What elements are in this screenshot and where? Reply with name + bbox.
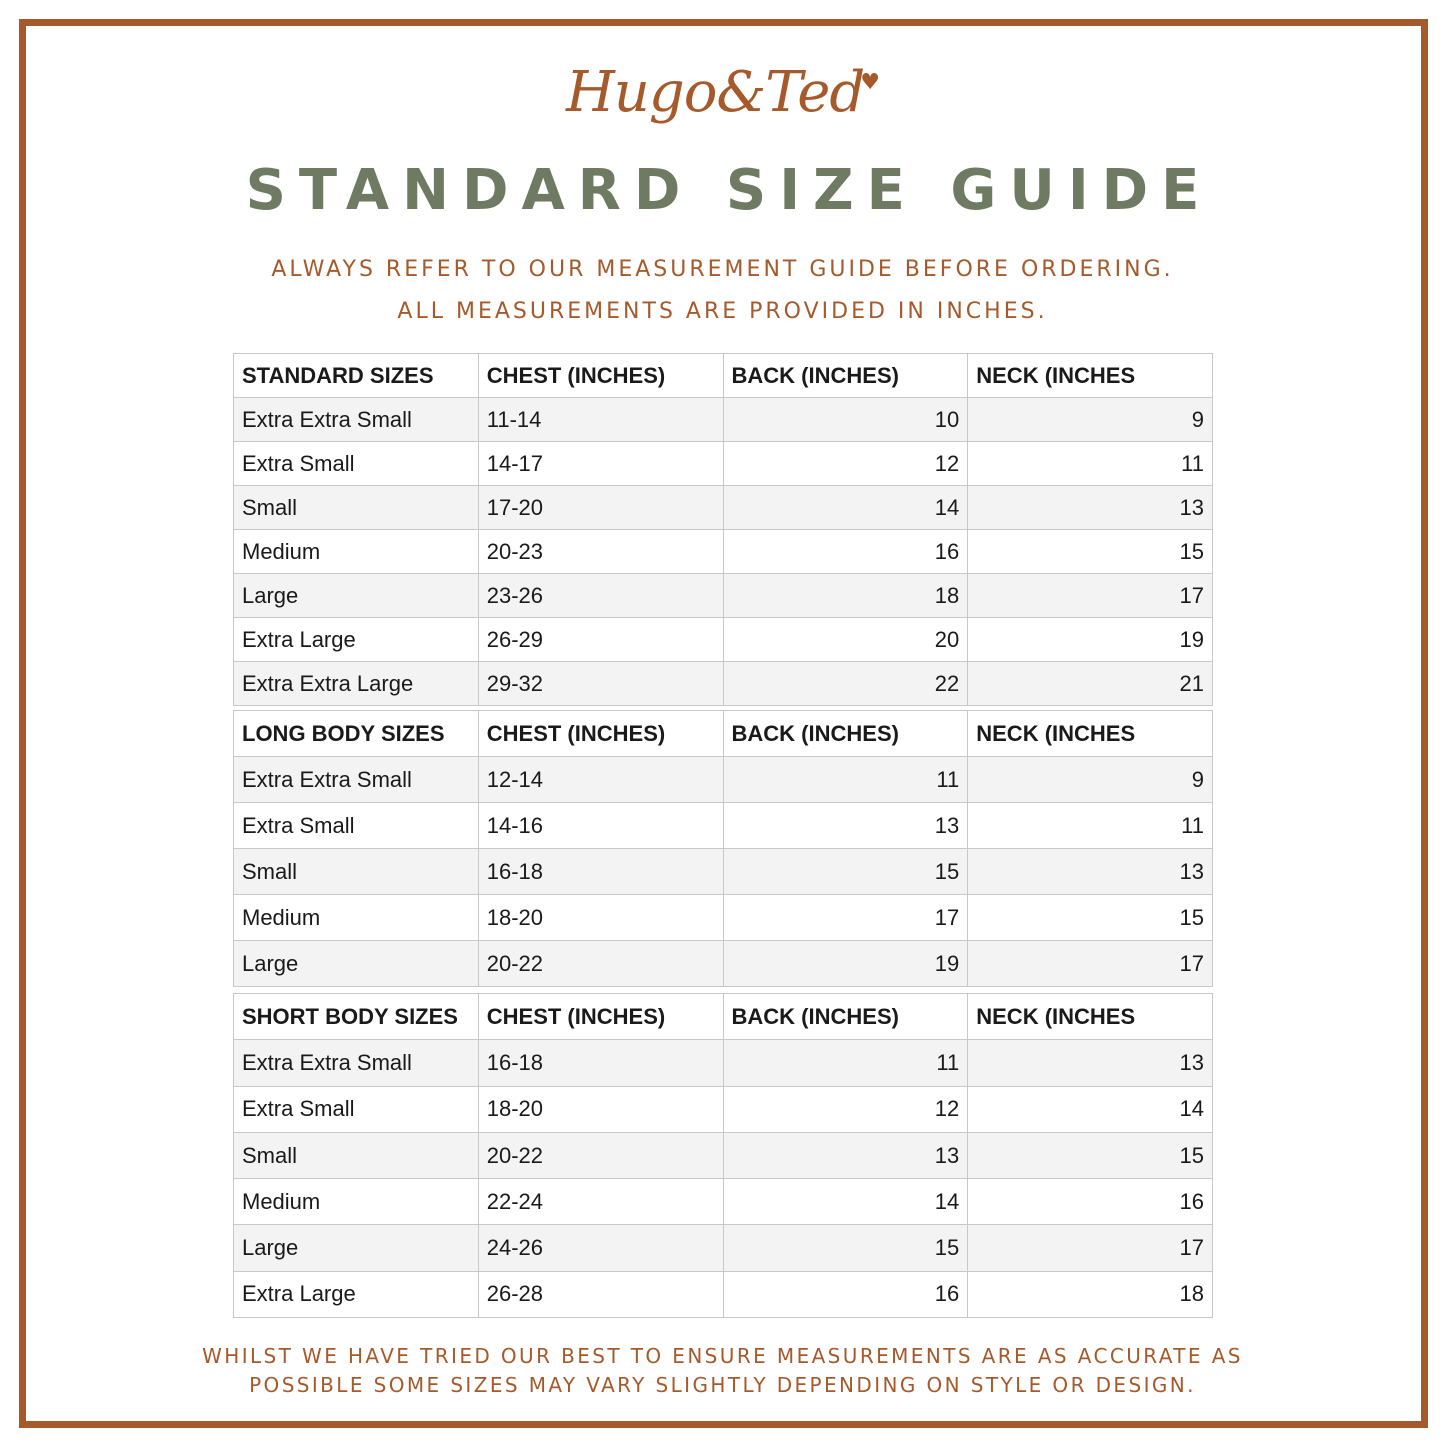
neck-cell: 21 xyxy=(968,662,1213,706)
back-cell: 15 xyxy=(723,1225,968,1271)
size-cell: Large xyxy=(234,941,479,987)
standard-sizes-table xyxy=(233,353,1213,706)
table-header-row xyxy=(234,711,1213,757)
header-cell: NECK (INCHES xyxy=(968,994,1213,1040)
table-row xyxy=(234,618,1213,662)
size-cell: Extra Large xyxy=(234,618,479,662)
chest-cell: 20-23 xyxy=(478,530,723,574)
disclaimer-line-1: WHILST WE HAVE TRIED OUR BEST TO ENSURE MEASUREMENTS ARE AS ACCURATE AS xyxy=(202,1344,1243,1368)
size-cell: Medium xyxy=(234,895,479,941)
table-row xyxy=(234,1040,1213,1086)
back-cell: 20 xyxy=(723,618,968,662)
header-cell: BACK (INCHES) xyxy=(723,994,968,1040)
neck-cell: 11 xyxy=(968,803,1213,849)
table-row xyxy=(234,849,1213,895)
neck-cell: 13 xyxy=(968,486,1213,530)
size-cell: Medium xyxy=(234,530,479,574)
table-row xyxy=(234,803,1213,849)
table-row xyxy=(234,1086,1213,1132)
back-cell: 13 xyxy=(723,1132,968,1178)
neck-cell: 11 xyxy=(968,442,1213,486)
header-cell: CHEST (INCHES) xyxy=(478,994,723,1040)
size-cell: Large xyxy=(234,1225,479,1271)
back-cell: 15 xyxy=(723,849,968,895)
neck-cell: 15 xyxy=(968,895,1213,941)
table-row xyxy=(234,757,1213,803)
back-cell: 17 xyxy=(723,895,968,941)
size-cell: Extra Small xyxy=(234,803,479,849)
size-cell: Medium xyxy=(234,1179,479,1225)
table-row xyxy=(234,1271,1213,1317)
header-cell: SHORT BODY SIZES xyxy=(234,994,479,1040)
neck-cell: 17 xyxy=(968,941,1213,987)
back-cell: 16 xyxy=(723,1271,968,1317)
chest-cell: 18-20 xyxy=(478,895,723,941)
neck-cell: 13 xyxy=(968,849,1213,895)
back-cell: 11 xyxy=(723,757,968,803)
table-row xyxy=(234,442,1213,486)
back-cell: 11 xyxy=(723,1040,968,1086)
neck-cell: 13 xyxy=(968,1040,1213,1086)
long-body-sizes-table xyxy=(233,710,1213,987)
short-body-sizes-table xyxy=(233,993,1213,1318)
table-row xyxy=(234,895,1213,941)
neck-cell: 18 xyxy=(968,1271,1213,1317)
header-cell: STANDARD SIZES xyxy=(234,354,479,398)
chest-cell: 12-14 xyxy=(478,757,723,803)
back-cell: 14 xyxy=(723,1179,968,1225)
table-row xyxy=(234,1225,1213,1271)
heart-icon: ♥ xyxy=(860,70,880,95)
chest-cell: 16-18 xyxy=(478,849,723,895)
brand-logo xyxy=(0,60,1445,125)
size-cell: Extra Extra Small xyxy=(234,757,479,803)
header-cell: BACK (INCHES) xyxy=(723,354,968,398)
neck-cell: 17 xyxy=(968,574,1213,618)
size-cell: Extra Small xyxy=(234,442,479,486)
table-row xyxy=(234,941,1213,987)
disclaimer-line-2: POSSIBLE SOME SIZES MAY VARY SLIGHTLY DEPENDING ON STYLE OR DESIGN. xyxy=(249,1373,1196,1397)
chest-cell: 17-20 xyxy=(478,486,723,530)
header-cell: NECK (INCHES xyxy=(968,354,1213,398)
back-cell: 13 xyxy=(723,803,968,849)
table-header-row xyxy=(234,994,1213,1040)
subtitle-line-1: ALWAYS REFER TO OUR MEASUREMENT GUIDE BEFORE ORDERING. xyxy=(271,257,1174,282)
standard-sizes-table-wrapper xyxy=(233,353,1213,706)
neck-cell: 15 xyxy=(968,1132,1213,1178)
size-cell: Small xyxy=(234,849,479,895)
back-cell: 12 xyxy=(723,442,968,486)
page-title: STANDARD SIZE GUIDE xyxy=(245,158,1213,223)
size-cell: Extra Small xyxy=(234,1086,479,1132)
chest-cell: 14-16 xyxy=(478,803,723,849)
long-body-sizes-table-wrapper xyxy=(233,710,1213,987)
back-cell: 22 xyxy=(723,662,968,706)
chest-cell: 11-14 xyxy=(478,398,723,442)
size-cell: Extra Extra Small xyxy=(234,398,479,442)
header-cell: CHEST (INCHES) xyxy=(478,711,723,757)
back-cell: 18 xyxy=(723,574,968,618)
chest-cell: 14-17 xyxy=(478,442,723,486)
header-cell: LONG BODY SIZES xyxy=(234,711,479,757)
size-cell: Small xyxy=(234,486,479,530)
neck-cell: 9 xyxy=(968,398,1213,442)
chest-cell: 18-20 xyxy=(478,1086,723,1132)
back-cell: 14 xyxy=(723,486,968,530)
size-cell: Large xyxy=(234,574,479,618)
chest-cell: 20-22 xyxy=(478,1132,723,1178)
short-body-sizes-table-wrapper xyxy=(233,993,1213,1318)
neck-cell: 16 xyxy=(968,1179,1213,1225)
chest-cell: 26-28 xyxy=(478,1271,723,1317)
table-row xyxy=(234,486,1213,530)
table-row xyxy=(234,1132,1213,1178)
subtitle-line-2: ALL MEASUREMENTS ARE PROVIDED IN INCHES. xyxy=(397,299,1048,324)
chest-cell: 24-26 xyxy=(478,1225,723,1271)
back-cell: 19 xyxy=(723,941,968,987)
table-header-row xyxy=(234,354,1213,398)
table-row xyxy=(234,398,1213,442)
neck-cell: 19 xyxy=(968,618,1213,662)
chest-cell: 16-18 xyxy=(478,1040,723,1086)
chest-cell: 26-29 xyxy=(478,618,723,662)
neck-cell: 15 xyxy=(968,530,1213,574)
size-cell: Extra Extra Small xyxy=(234,1040,479,1086)
chest-cell: 29-32 xyxy=(478,662,723,706)
chest-cell: 23-26 xyxy=(478,574,723,618)
size-cell: Extra Large xyxy=(234,1271,479,1317)
header-cell: NECK (INCHES xyxy=(968,711,1213,757)
header-cell: CHEST (INCHES) xyxy=(478,354,723,398)
table-row xyxy=(234,662,1213,706)
neck-cell: 17 xyxy=(968,1225,1213,1271)
back-cell: 10 xyxy=(723,398,968,442)
back-cell: 12 xyxy=(723,1086,968,1132)
back-cell: 16 xyxy=(723,530,968,574)
table-row xyxy=(234,1179,1213,1225)
chest-cell: 22-24 xyxy=(478,1179,723,1225)
size-cell: Small xyxy=(234,1132,479,1178)
neck-cell: 9 xyxy=(968,757,1213,803)
neck-cell: 14 xyxy=(968,1086,1213,1132)
header-cell: BACK (INCHES) xyxy=(723,711,968,757)
table-row xyxy=(234,530,1213,574)
size-cell: Extra Extra Large xyxy=(234,662,479,706)
chest-cell: 20-22 xyxy=(478,941,723,987)
table-row xyxy=(234,574,1213,618)
brand-logo-text: Hugo&Ted xyxy=(565,60,865,125)
